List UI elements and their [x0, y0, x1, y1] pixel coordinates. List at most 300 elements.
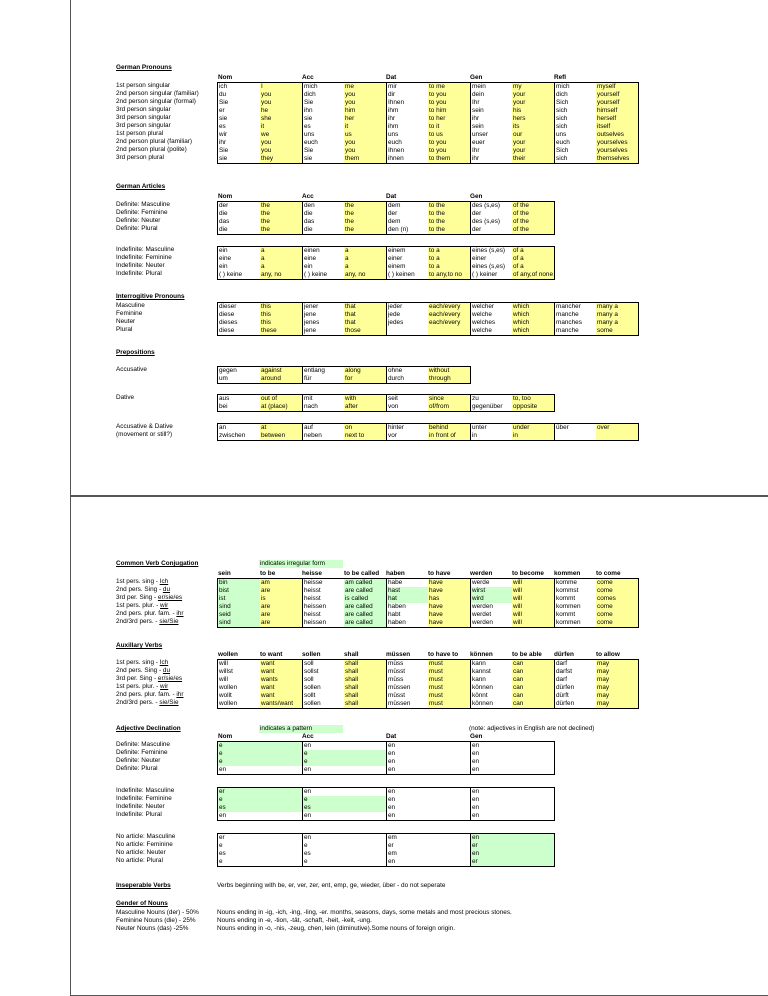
table-cell: soll	[302, 676, 344, 684]
row-label-subject: Ich	[159, 578, 169, 585]
table-cell: seid	[218, 611, 260, 619]
column-header: to allow	[596, 651, 620, 658]
column-header: Dat	[386, 193, 397, 200]
table-cell: e	[302, 796, 386, 804]
row-label: Indefinite: Plural	[116, 811, 162, 818]
column-header: Nom	[218, 74, 233, 81]
table-cell: en	[470, 750, 554, 758]
row-label: Indefinite: Masculine	[116, 246, 175, 253]
row-label	[116, 594, 182, 602]
table-cell: this	[260, 319, 302, 327]
column-header: Acc	[302, 193, 314, 200]
table-cell: sollen	[302, 700, 344, 708]
table-cell: in	[470, 432, 512, 440]
table-cell: a	[344, 255, 386, 263]
table-cell: sie	[219, 115, 228, 122]
table-row	[218, 367, 470, 375]
table-cell: heisst	[302, 595, 344, 603]
column-header: müssen	[386, 651, 411, 658]
row-label-text: 1st pers. plur. -	[116, 683, 161, 690]
row-label: 2nd person singular (formal)	[116, 98, 196, 105]
table-cell: will	[219, 676, 228, 683]
table-cell: en	[386, 788, 470, 796]
table-cell: may	[596, 668, 638, 676]
row-label-text: 2nd/3rd pers. -	[116, 618, 160, 625]
table-cell: am	[260, 579, 302, 587]
table-cell: ihnen	[386, 155, 428, 163]
table-cell: yourselves	[596, 139, 638, 147]
table-cell: out of	[260, 395, 302, 403]
accusative-label: Accusative	[116, 366, 147, 373]
table-cell: of the	[512, 210, 554, 218]
table-cell	[428, 327, 470, 335]
row-label	[116, 602, 168, 610]
table-cell: yourselves	[596, 147, 638, 155]
table-cell: kommen	[554, 619, 596, 627]
table-cell: a	[260, 263, 302, 271]
table-cell: of the	[512, 202, 554, 210]
row-label-subject: du	[162, 586, 171, 593]
row-label: Definite: Feminine	[116, 209, 168, 216]
prepositions-title: Prepositions	[116, 349, 155, 356]
table-cell: sich	[554, 115, 596, 123]
table-row	[218, 750, 554, 758]
table-cell: darfst	[554, 668, 596, 676]
table-cell: müsst	[386, 668, 428, 676]
table-cell: it	[260, 123, 302, 131]
table-cell: sollst	[302, 668, 344, 676]
table-row	[218, 834, 554, 842]
table-cell: es	[219, 850, 226, 857]
table-cell: can	[512, 668, 554, 676]
column-header: Gen	[470, 74, 483, 81]
row-label: 1st person singular	[116, 82, 170, 89]
table-cell: are	[260, 603, 302, 611]
table-cell: en	[219, 766, 227, 773]
table-cell: diese	[219, 311, 235, 318]
table-cell: kommen	[554, 603, 596, 611]
table-cell: to the	[428, 202, 470, 210]
table-cell: the	[344, 218, 386, 226]
table-cell: have	[428, 619, 470, 627]
table-cell: us	[344, 131, 386, 139]
table-row	[218, 432, 638, 440]
row-label: Indefinite: Plural	[116, 270, 162, 277]
column-header: to have	[428, 570, 451, 577]
table-cell: the	[260, 202, 302, 210]
table-cell: your	[512, 91, 554, 99]
table-cell: wollen	[219, 700, 238, 707]
table-cell: will	[219, 660, 228, 667]
table-cell: e	[219, 858, 223, 865]
table-cell: zu	[470, 395, 512, 403]
table-cell: each/every	[428, 303, 470, 311]
table-cell: en	[386, 742, 470, 750]
table-cell: a	[344, 247, 386, 255]
table-cell: are called	[344, 611, 386, 619]
row-label	[116, 610, 184, 618]
table-cell: we	[260, 131, 302, 139]
table-cell: dir	[386, 91, 428, 99]
insep-text: Verbs beginning with be, er, ver, zer, ent, emp, ge, wieder, über - do not seperate	[217, 882, 446, 889]
table-cell: euch	[554, 139, 596, 147]
row-label: 2nd person plural (familiar)	[116, 138, 193, 145]
table-cell: en	[470, 834, 554, 842]
table-cell: may	[596, 700, 638, 708]
row-label	[116, 675, 182, 683]
table-cell: is	[260, 595, 302, 603]
table-cell: e	[302, 842, 386, 850]
table-row	[218, 327, 638, 335]
table-cell: Ihr	[470, 99, 512, 107]
table-cell: sein	[470, 107, 512, 115]
table-cell: have	[428, 611, 470, 619]
row-label	[116, 683, 168, 691]
row-label: Feminine	[116, 310, 143, 317]
table-row	[218, 155, 638, 163]
column-header: kommen	[554, 570, 581, 577]
table-row	[218, 595, 638, 603]
table-cell: entlang	[302, 367, 344, 375]
table-cell: müsst	[386, 692, 428, 700]
table-cell: your	[512, 139, 554, 147]
table-cell: er	[219, 107, 225, 114]
row-label-subject: du	[162, 667, 171, 674]
table-cell: kann	[470, 676, 512, 684]
table-cell: without	[428, 367, 470, 375]
table-cell: which	[512, 311, 554, 319]
table-cell: dürfen	[554, 684, 596, 692]
table-cell: has	[428, 595, 470, 603]
column-header: Acc	[302, 74, 314, 81]
table-row	[218, 131, 638, 139]
column-header: to be called	[344, 570, 380, 577]
table-cell: that	[344, 311, 386, 319]
row-label-text: 2nd pers. Sing -	[116, 667, 163, 674]
table-cell: aus	[219, 395, 230, 402]
table-row	[218, 742, 554, 750]
table-cell: können	[470, 684, 512, 692]
table-cell: can	[512, 660, 554, 668]
table-cell: to her	[428, 115, 470, 123]
table-cell: ihr	[470, 155, 512, 163]
row-label: Indefinite: Feminine	[116, 254, 172, 261]
table-cell: comes	[596, 595, 638, 603]
table-cell: es	[302, 123, 344, 131]
table-row	[218, 579, 638, 587]
table-cell: of a	[512, 247, 554, 255]
table-cell: gegen	[219, 367, 237, 374]
row-label	[116, 667, 170, 675]
table-cell: some	[596, 327, 638, 335]
table-cell: along	[344, 367, 386, 375]
table-row	[218, 202, 554, 210]
table-cell: en	[470, 788, 554, 796]
table-row	[218, 139, 638, 147]
table-cell: the	[260, 226, 302, 234]
column-header: shall	[344, 651, 359, 658]
table-cell: many a	[596, 319, 638, 327]
table-cell: jener	[302, 303, 344, 311]
table-cell: you	[260, 147, 302, 155]
table-cell: er	[470, 842, 554, 850]
table-row	[218, 858, 554, 866]
table-cell: around	[260, 375, 302, 383]
table-cell: next to	[344, 432, 386, 440]
table-cell: wird	[470, 595, 512, 603]
table-cell: shall	[344, 676, 386, 684]
table-row	[218, 107, 638, 115]
dative-label: Dative	[116, 394, 135, 401]
table-cell: may	[596, 676, 638, 684]
table-cell: einer	[470, 255, 512, 263]
table-cell: e	[302, 750, 386, 758]
table-cell: your	[512, 99, 554, 107]
table-cell: könnt	[470, 692, 512, 700]
table-cell: Ihnen	[386, 147, 428, 155]
table-cell: werden	[470, 603, 512, 611]
table-cell: euch	[302, 139, 344, 147]
table-cell: your	[512, 147, 554, 155]
verb-conjugation-table	[217, 578, 639, 628]
table-cell: den	[302, 202, 344, 210]
table-cell: sollt	[302, 692, 344, 700]
table-row	[218, 115, 638, 123]
table-cell: are	[260, 611, 302, 619]
row-label-text: 2nd/3rd pers. -	[116, 699, 160, 706]
column-header: sollen	[302, 651, 321, 658]
table-cell: ihm	[386, 107, 428, 115]
column-header: to come	[596, 570, 621, 577]
table-cell: heisst	[302, 611, 344, 619]
table-cell: einem	[386, 247, 428, 255]
table-cell: kannst	[470, 668, 512, 676]
table-cell: may	[596, 660, 638, 668]
table-cell: nach	[302, 403, 344, 411]
column-header: sein	[218, 570, 231, 577]
table-cell: ( ) keine	[302, 271, 344, 279]
table-cell: themselves	[596, 155, 638, 163]
column-header: to become	[512, 570, 544, 577]
table-cell: will	[512, 587, 554, 595]
table-cell: uns	[554, 131, 596, 139]
row-label: No article: Masculine	[116, 833, 176, 840]
table-cell: das	[302, 218, 344, 226]
row-label: Definite: Plural	[116, 765, 158, 772]
table-cell: vor	[386, 432, 428, 440]
table-row	[218, 255, 554, 263]
table-cell: sein	[470, 123, 512, 131]
table-cell: of the	[512, 226, 554, 234]
row-label: 2nd person plural (polite)	[116, 146, 187, 153]
table-cell: want	[260, 660, 302, 668]
gender-label: Masculine Nouns (der) - 50%	[116, 909, 199, 916]
interrogative-title: Interrogitive Pronouns	[116, 293, 185, 300]
table-cell: werdet	[470, 611, 512, 619]
table-cell: jene	[302, 327, 344, 335]
table-cell: must	[428, 660, 470, 668]
table-cell: en	[386, 796, 470, 804]
table-cell: en	[386, 750, 470, 758]
table-cell: to the	[428, 226, 470, 234]
table-cell: willst	[219, 668, 233, 675]
table-cell: müss	[386, 676, 428, 684]
table-cell: der	[219, 202, 229, 209]
row-label: 3rd person singular	[116, 122, 171, 129]
table-cell: die	[302, 210, 344, 218]
table-cell: kann	[470, 660, 512, 668]
table-cell: in front of	[428, 432, 470, 440]
table-cell: shall	[344, 700, 386, 708]
table-row	[218, 210, 554, 218]
table-cell: bist	[218, 587, 260, 595]
table-cell: want	[260, 692, 302, 700]
table-cell: e	[302, 758, 386, 766]
table-cell: it	[344, 123, 386, 131]
table-cell: to me	[428, 83, 470, 91]
row-label-subject: ihr	[176, 610, 184, 617]
accdat-label: Accusative & Dative	[116, 423, 173, 430]
table-cell: kommt	[554, 611, 596, 619]
table-cell: to a	[428, 255, 470, 263]
table-cell: du	[219, 91, 227, 98]
table-cell: durch	[386, 375, 428, 383]
table-cell: müssen	[386, 684, 428, 692]
table-cell: he	[260, 107, 302, 115]
table-row	[218, 424, 638, 432]
table-cell: shall	[344, 660, 386, 668]
table-cell: must	[428, 684, 470, 692]
row-label: 3rd person plural	[116, 154, 164, 161]
column-header: heisse	[302, 570, 322, 577]
table-cell: my	[512, 83, 554, 91]
table-cell: en	[302, 812, 386, 820]
table-cell: en	[470, 850, 554, 858]
table-row	[218, 766, 554, 774]
table-cell: that	[344, 303, 386, 311]
table-cell: seit	[386, 395, 428, 403]
row-label: Plural	[116, 326, 133, 333]
table-cell: er	[218, 788, 302, 796]
table-cell: are called	[344, 619, 386, 627]
table-cell: heisse	[302, 579, 344, 587]
table-row	[218, 403, 554, 411]
table-cell: will	[512, 611, 554, 619]
table-row	[218, 804, 554, 812]
table-cell: opposite	[512, 403, 554, 411]
row-label	[116, 586, 170, 594]
column-header: Dat	[386, 733, 397, 740]
row-label-text: 2nd pers. Sing -	[116, 586, 163, 593]
interrogative-table	[217, 302, 639, 336]
table-cell: come	[596, 579, 638, 587]
table-cell: which	[512, 319, 554, 327]
table-row	[218, 395, 554, 403]
table-cell: sind	[218, 619, 260, 627]
table-cell: e	[219, 842, 223, 849]
table-cell: ihr	[386, 115, 428, 123]
table-cell: e	[218, 758, 302, 766]
table-cell: with	[344, 395, 386, 403]
table-row	[218, 271, 554, 279]
table-cell: mich	[554, 83, 596, 91]
table-cell: can	[512, 676, 554, 684]
table-row	[218, 850, 554, 858]
table-cell: sie	[302, 115, 344, 123]
table-cell: you	[260, 99, 302, 107]
table-row	[218, 263, 554, 271]
table-cell: the	[344, 226, 386, 234]
table-row	[218, 587, 638, 595]
articles-title: German Articles	[116, 183, 166, 190]
row-label: 2nd person singular (familiar)	[116, 90, 199, 97]
table-cell: en	[470, 804, 554, 812]
column-header: werden	[470, 570, 493, 577]
row-label: Indefinite: Neuter	[116, 803, 165, 810]
table-cell: ohne	[386, 367, 428, 375]
table-cell: es	[219, 123, 226, 130]
table-cell: uns	[302, 131, 344, 139]
row-label-text: 1st pers. sing -	[116, 578, 160, 585]
table-cell: das	[219, 218, 230, 225]
table-cell: wants/want	[260, 700, 302, 708]
row-label	[116, 578, 168, 586]
adjective-table	[217, 787, 555, 821]
table-cell: die	[219, 210, 228, 217]
table-cell: hinter	[386, 424, 428, 432]
table-cell: you	[260, 91, 302, 99]
row-label-subject: wir	[160, 683, 169, 690]
table-cell: to a	[428, 263, 470, 271]
table-cell: each/every	[428, 319, 470, 327]
table-cell: to the	[428, 218, 470, 226]
column-header: Gen	[470, 193, 483, 200]
table-cell: mich	[302, 83, 344, 91]
row-label: Definite: Neuter	[116, 217, 161, 224]
table-cell: bin	[218, 579, 260, 587]
table-cell: manche	[554, 327, 596, 335]
table-cell: have	[428, 603, 470, 611]
table-cell: heisst	[302, 587, 344, 595]
row-label: Definite: Masculine	[116, 741, 170, 748]
table-cell: mein	[470, 83, 512, 91]
table-cell: come	[596, 619, 638, 627]
table-cell	[386, 327, 428, 335]
table-row	[218, 684, 638, 692]
row-label: No article: Feminine	[116, 841, 173, 848]
table-cell: en	[386, 758, 470, 766]
table-cell: darf	[554, 660, 596, 668]
table-cell: ist	[218, 595, 260, 603]
table-cell: ich	[219, 83, 228, 90]
table-cell: I	[260, 83, 302, 91]
table-cell: en	[386, 858, 470, 866]
table-cell: heissen	[302, 619, 344, 627]
table-cell: ihr	[470, 115, 512, 123]
table-cell: to, too	[512, 395, 554, 403]
table-cell: eine	[219, 255, 232, 262]
table-cell: have	[428, 587, 470, 595]
table-cell: her	[344, 115, 386, 123]
table-cell: heissen	[302, 603, 344, 611]
table-cell: against	[260, 367, 302, 375]
table-cell: mit	[302, 395, 344, 403]
table-cell: to him	[428, 107, 470, 115]
insep-title: Inseperable Verbs	[116, 882, 171, 889]
table-cell: ein	[302, 263, 344, 271]
table-cell: may	[596, 684, 638, 692]
table-cell: Ihr	[470, 147, 512, 155]
